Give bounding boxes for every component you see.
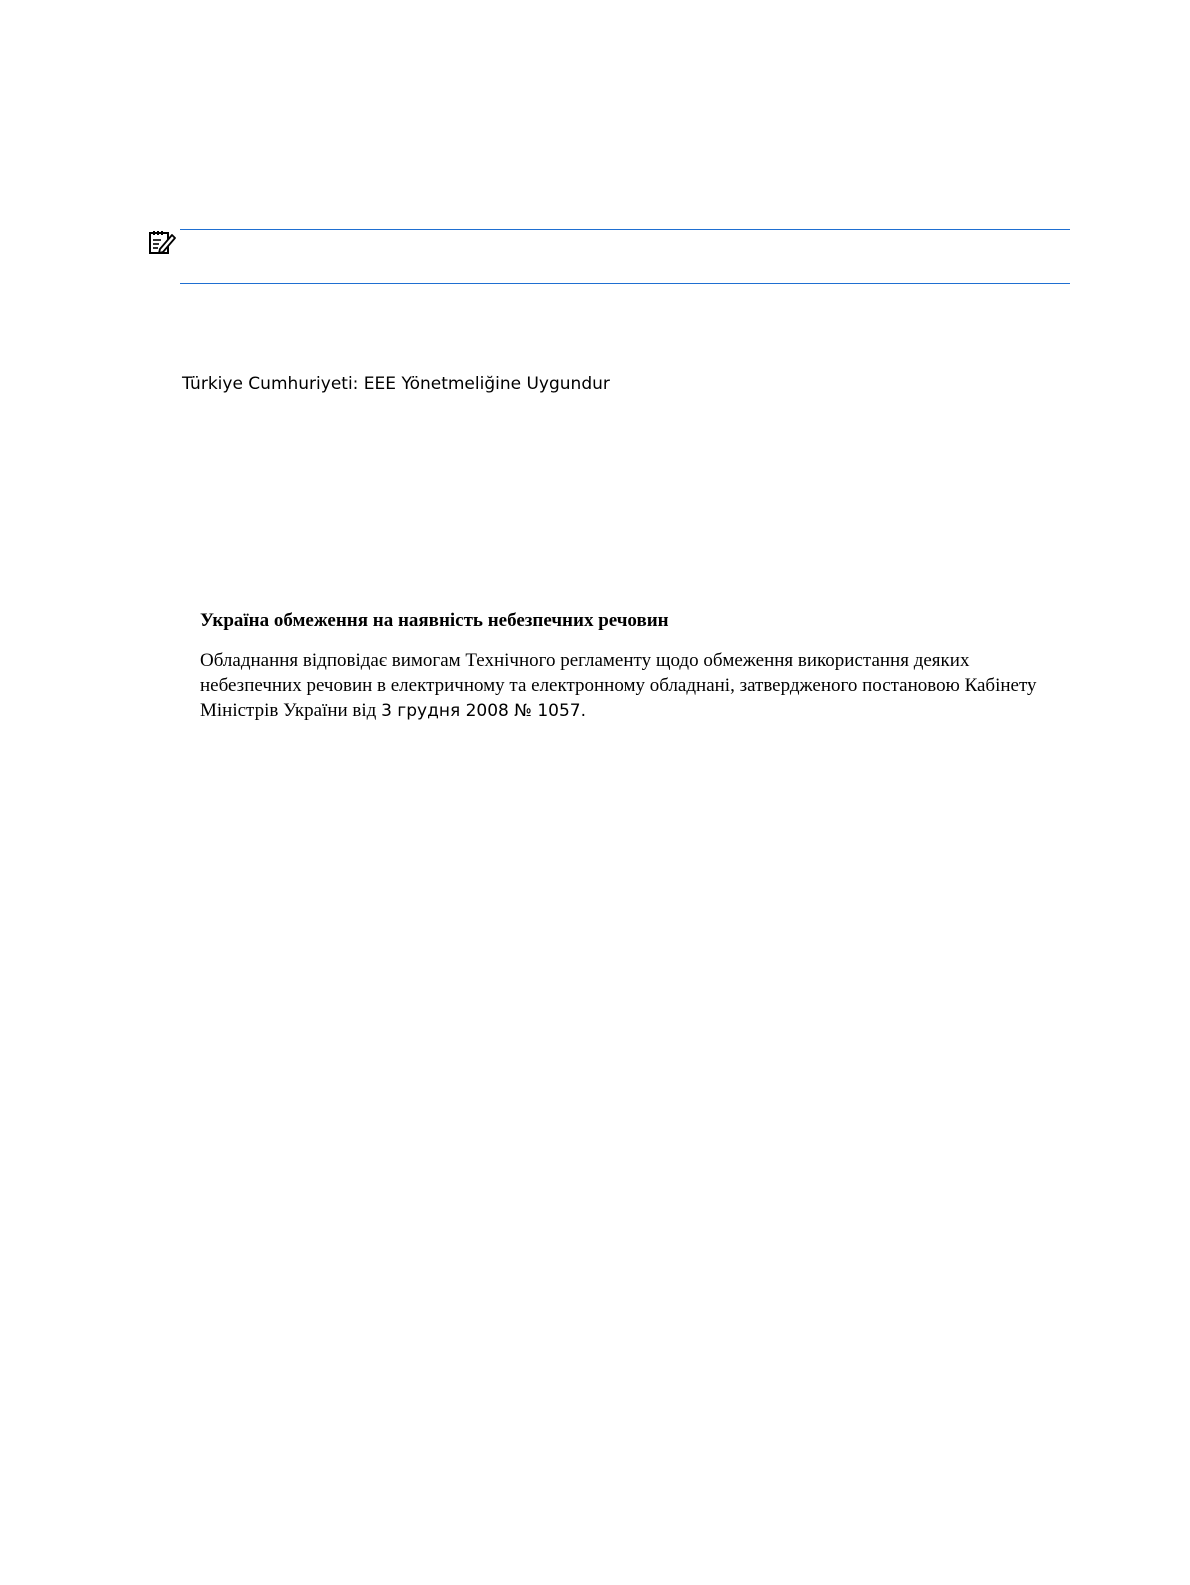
ukraine-rohs-section [200,608,1080,724]
turkey-eee-statement: Türkiye Cumhuriyeti: EEE Yönetmeliğine Uygundur [182,374,610,394]
ukraine-body-line-1: Обладнання відповідає вимогам Технічного регламенту щодо обмеження використання деяких [200,650,970,671]
ukraine-body-line-3-date: 3 грудня 2008 № 1057. [381,701,586,721]
ukraine-body [200,648,1080,724]
ukraine-body-line-3-prefix: Міністрів України від [200,700,382,721]
ukraine-body-line-3 [200,698,1080,724]
note-pad-icon [148,229,176,255]
note-top-rule [180,229,1070,230]
page-bottom-edge [0,1578,1190,1585]
ukraine-heading: Україна обмеження на наявність небезпечних речовин [200,610,669,631]
ukraine-body-line-2: небезпечних речовин в електричному та електронному обладнані, затвердженого постановою Кабінету [200,675,1037,696]
note-bottom-rule [180,283,1070,284]
note-body [190,236,1060,276]
